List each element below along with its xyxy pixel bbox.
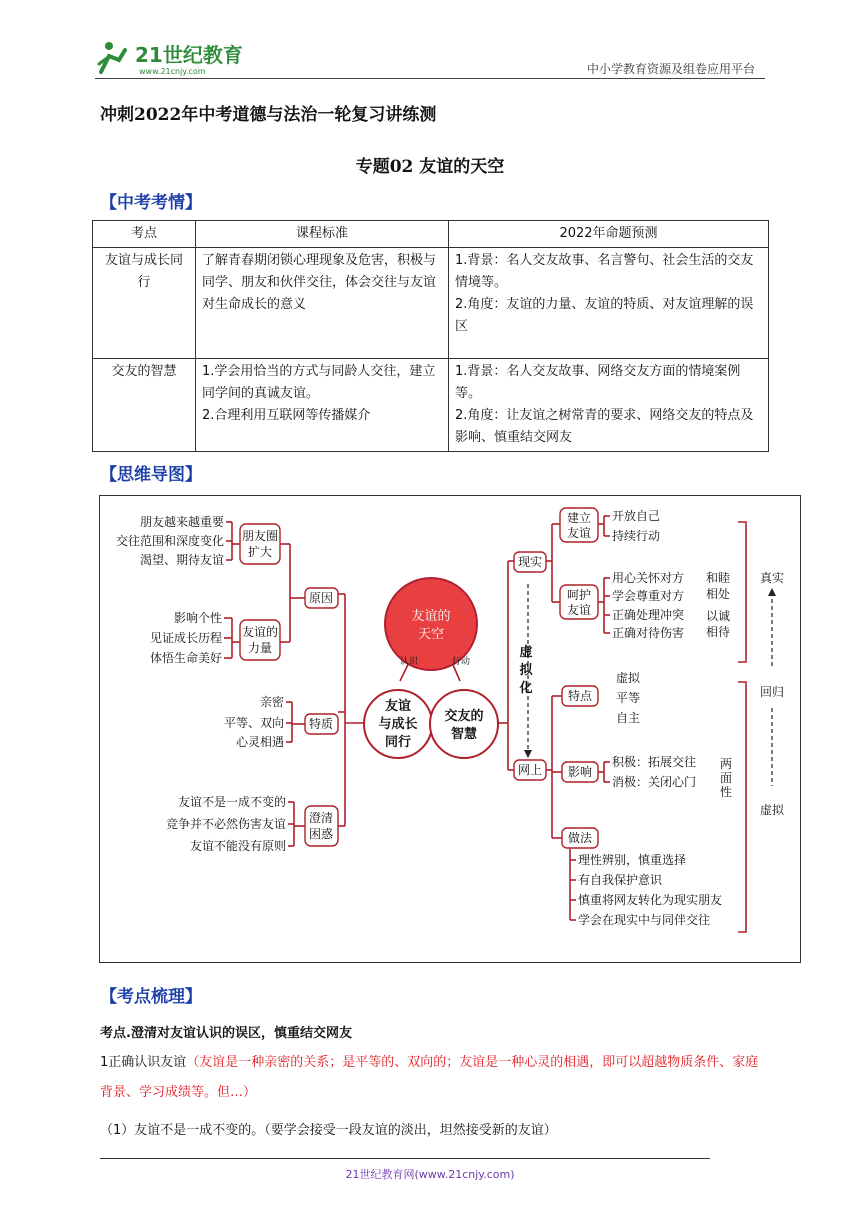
circle-item: 交往范围和深度变化 [115, 534, 224, 548]
svg-text:同行: 同行 [384, 735, 412, 750]
feature-item: 自主 [616, 711, 641, 725]
section-exam: 【中考考情】 [100, 193, 202, 213]
svg-text:相待: 相待 [706, 625, 731, 639]
footer-divider [100, 1158, 710, 1159]
build-item: 持续行动 [612, 529, 661, 543]
clarify-item: 竞争并不必然伤害友谊 [165, 817, 286, 831]
table-row [93, 359, 769, 452]
cell-standard [196, 359, 449, 452]
clarify-item: 友谊不是一成不变的 [177, 795, 286, 809]
power-item: 影响个性 [173, 611, 222, 625]
cell-forecast [449, 359, 769, 452]
svg-text:两: 两 [720, 757, 733, 771]
point-paragraph-2: （1）友谊不是一成不变的。（要学会接受一段友谊的淡出，坦然接受新的友谊） [100, 1123, 557, 1138]
trait-item: 平等、双向 [223, 716, 284, 730]
svg-text:友谊: 友谊 [566, 603, 592, 617]
feature-label: 特点 [567, 689, 593, 703]
svg-text:建立: 建立 [566, 511, 592, 525]
feature-item: 平等 [616, 691, 641, 705]
method-item: 理性辨别，慎重选择 [578, 853, 687, 867]
care-item: 正确处理冲突 [612, 608, 685, 622]
forecast-line: 2.角度：友谊的力量、友谊的特质、对友谊理解的误区 [455, 297, 754, 334]
topic-title: 专题02 友谊的天空 [355, 157, 505, 177]
svg-text:与成长: 与成长 [378, 717, 418, 732]
svg-text:澄清: 澄清 [308, 811, 334, 825]
svg-text:拟: 拟 [519, 663, 533, 678]
cell-point: 友谊与成长同行 [93, 248, 196, 359]
cell-standard: 了解青春期闭锁心理现象及危害，积极与同学、朋友和伙伴交往，体会交往与友谊对生命成长的意义 [196, 248, 449, 359]
standard-line: 1.学会用恰当的方式与同龄人交往，建立同学间的真诚友谊。 [202, 364, 436, 401]
care-item: 学会尊重对方 [612, 589, 685, 603]
svg-text:和睦: 和睦 [706, 571, 731, 585]
method-label: 做法 [567, 831, 593, 845]
method-item: 学会在现实中与同伴交往 [578, 913, 711, 927]
power-item: 见证成长历程 [149, 631, 222, 645]
page-header [95, 38, 765, 78]
circle-item: 渴望、期待友谊 [139, 553, 224, 567]
virtual-label: 虚拟 [759, 803, 785, 817]
svg-text:朋友圈: 朋友圈 [241, 529, 279, 543]
svg-text:交友的: 交友的 [444, 709, 484, 724]
svg-text:智慧: 智慧 [450, 727, 478, 742]
svg-text:性: 性 [720, 785, 733, 799]
section-points: 【考点梳理】 [100, 987, 202, 1007]
return-label: 回归 [759, 685, 785, 699]
care-item: 用心关怀对方 [612, 571, 685, 585]
header-platform-text: 中小学教育资源及组卷应用平台 [586, 62, 755, 76]
svg-text:天空: 天空 [417, 627, 445, 642]
footer-text: 21世纪教育网(www.21cnjy.com) [345, 1168, 515, 1181]
power-item: 体悟生命美好 [149, 651, 222, 665]
header-cell: 2022年命题预测 [449, 221, 769, 248]
svg-text:面: 面 [720, 771, 733, 785]
clarify-item: 友谊不能没有原则 [189, 839, 286, 853]
effect-label: 影响 [567, 765, 593, 779]
doc-title: 冲刺2022年中考道德与法治一轮复习讲练测 [100, 105, 437, 125]
section-mindmap: 【思维导图】 [100, 465, 202, 485]
header-divider [95, 78, 765, 79]
point-heading: 考点.澄清对友谊认识的误区，慎重结交网友 [100, 1026, 352, 1041]
svg-text:相处: 相处 [706, 587, 731, 601]
forecast-line: 1.背景：名人交友故事、名言警句、社会生活的交友情境等。 [455, 253, 754, 290]
svg-text:以诚: 以诚 [706, 609, 731, 623]
method-item: 有自我保护意识 [578, 873, 663, 887]
care-item: 正确对待伤害 [612, 626, 685, 640]
svg-text:虚: 虚 [519, 645, 533, 660]
cell-forecast [449, 248, 769, 359]
svg-text:友谊的: 友谊的 [241, 625, 279, 639]
table-row [93, 248, 769, 359]
header-cell: 课程标准 [196, 221, 449, 248]
header-cell: 考点 [93, 221, 196, 248]
logo-url: www.21cnjy.com [139, 67, 206, 76]
arrow-left-label: 认识 [400, 657, 419, 667]
right-main-node [430, 690, 498, 758]
site-logo [95, 38, 265, 78]
arrow-right-label: 行动 [452, 657, 471, 667]
standard-line: 2.合理利用互联网等传播媒介 [202, 408, 371, 423]
svg-text:困惑: 困惑 [308, 827, 334, 841]
center-label: 友谊的 [411, 609, 451, 624]
svg-text:力量: 力量 [247, 641, 273, 655]
build-item: 开放自己 [612, 509, 661, 523]
feature-item: 虚拟 [616, 671, 641, 685]
effect-item: 积极：拓展交往 [612, 755, 697, 769]
real-label: 真实 [759, 571, 785, 585]
reality-label: 现实 [517, 555, 543, 569]
paragraph-plain: 1正确认识友谊 [100, 1055, 187, 1070]
method-item: 慎重将网友转化为现实朋友 [578, 893, 723, 907]
cell-point: 交友的智慧 [93, 359, 196, 452]
paragraph-red: （友谊是一种亲密的关系；是平等的、双向的；友谊是一种心灵的相遇，即可以超越物质条件、家庭背景、学习成绩等。但…） [100, 1055, 759, 1100]
svg-text:呵护: 呵护 [566, 588, 592, 602]
logo-text: 21世纪教育 [135, 43, 243, 67]
exam-table [92, 220, 769, 452]
point-paragraph-1 [100, 1048, 765, 1108]
forecast-line: 2.角度：让友谊之树常青的要求、网络交友的特点及影响、慎重结交网友 [455, 408, 754, 445]
svg-text:友谊: 友谊 [566, 526, 592, 540]
forecast-line: 1.背景：名人交友故事、网络交友方面的情境案例等。 [455, 364, 741, 401]
circle-item: 朋友越来越重要 [139, 515, 224, 529]
mind-map [99, 495, 801, 963]
reason-label: 原因 [308, 591, 334, 605]
svg-text:友谊: 友谊 [384, 699, 412, 714]
online-label: 网上 [517, 763, 543, 777]
table-header-row [93, 221, 769, 248]
svg-text:扩大: 扩大 [247, 545, 273, 559]
svg-text:化: 化 [519, 681, 533, 696]
trait-item: 亲密 [259, 695, 284, 709]
effect-item: 消极：关闭心门 [612, 775, 697, 789]
trait-item: 心灵相遇 [235, 735, 284, 749]
trait-label: 特质 [308, 717, 334, 731]
